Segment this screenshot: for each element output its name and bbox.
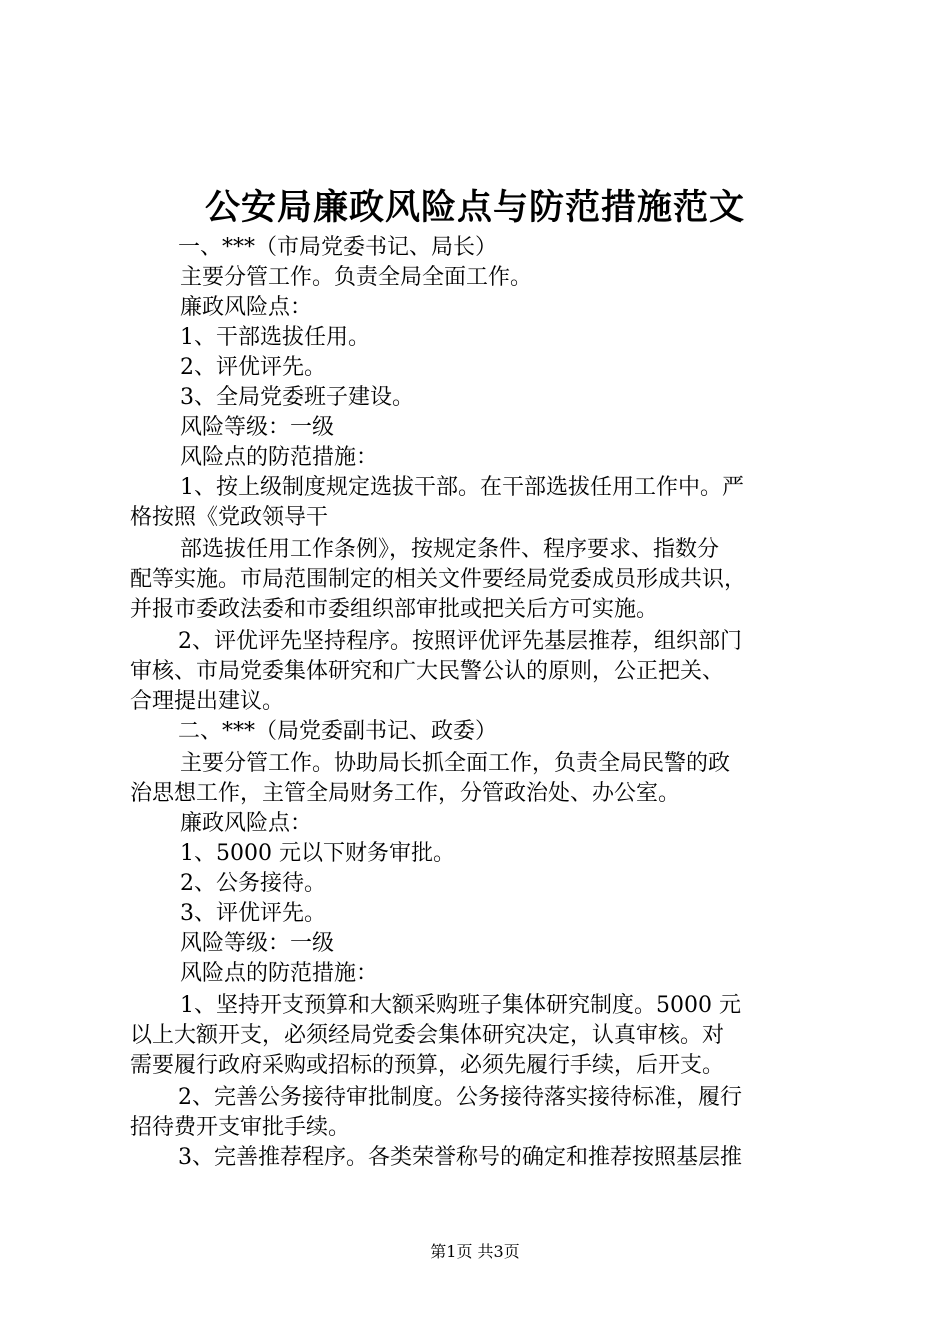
document-body (130, 233, 830, 1173)
list-item: 3、全局党委班子建设。 (180, 385, 414, 410)
paragraph-line: 招待费开支审批手续。 (130, 1115, 351, 1140)
page-number-footer: 第1页 共3页 (430, 1242, 520, 1261)
paragraph-line: 廉政风险点： (180, 295, 313, 320)
list-item: 2、评优评先。 (180, 355, 326, 380)
section-heading-1: 一、***（市局党委书记、局长） (178, 235, 498, 260)
list-item: 2、公务接待。 (180, 871, 326, 896)
paragraph-line: 以上大额开支，必须经局党委会集体研究决定，认真审核。对 (130, 1023, 725, 1048)
list-item: 3、评优评先。 (180, 901, 326, 926)
paragraph-line: 1、按上级制度规定选拔干部。在干部选拔任用工作中。严 (180, 475, 744, 500)
document-title: 公安局廉政风险点与防范措施范文 (204, 187, 745, 228)
paragraph-line: 1、坚持开支预算和大额采购班子集体研究制度。5000 元 (180, 993, 741, 1018)
paragraph-line: 需要履行政府采购或招标的预算，必须先履行手续，后开支。 (130, 1053, 725, 1078)
paragraph-line: 风险等级：一级 (180, 415, 335, 440)
paragraph-line: 主要分管工作。协助局长抓全面工作，负责全局民警的政 (180, 751, 731, 776)
paragraph-line: 主要分管工作。负责全局全面工作。 (180, 265, 533, 290)
paragraph-line: 审核、市局党委集体研究和广大民警公认的原则，公正把关、 (130, 659, 725, 684)
paragraph-line: 治思想工作，主管全局财务工作，分管政治处、办公室。 (130, 781, 681, 806)
paragraph-line: 风险点的防范措施： (180, 445, 379, 470)
paragraph-line: 格按照《党政领导干 (130, 505, 329, 530)
list-item: 1、干部选拔任用。 (180, 325, 370, 350)
paragraph-line: 风险等级：一级 (180, 931, 335, 956)
paragraph-line: 3、完善推荐程序。各类荣誉称号的确定和推荐按照基层推 (178, 1145, 742, 1170)
paragraph-line: 2、完善公务接待审批制度。公务接待落实接待标准，履行 (178, 1085, 742, 1110)
paragraph-line: 并报市委政法委和市委组织部审批或把关后方可实施。 (130, 597, 659, 622)
section-heading-2: 二、***（局党委副书记、政委） (178, 719, 498, 744)
paragraph-line: 2、评优评先坚持程序。按照评优评先基层推荐，组织部门 (178, 629, 742, 654)
paragraph-line: 部选拔任用工作条例》，按规定条件、程序要求、指数分 (180, 537, 720, 562)
list-item: 1、5000 元以下财务审批。 (180, 841, 455, 866)
paragraph-line: 风险点的防范措施： (180, 961, 379, 986)
paragraph-line: 配等实施。市局范围制定的相关文件要经局党委成员形成共识， (130, 567, 747, 592)
paragraph-line: 合理提出建议。 (130, 689, 285, 714)
paragraph-line: 廉政风险点： (180, 811, 313, 836)
